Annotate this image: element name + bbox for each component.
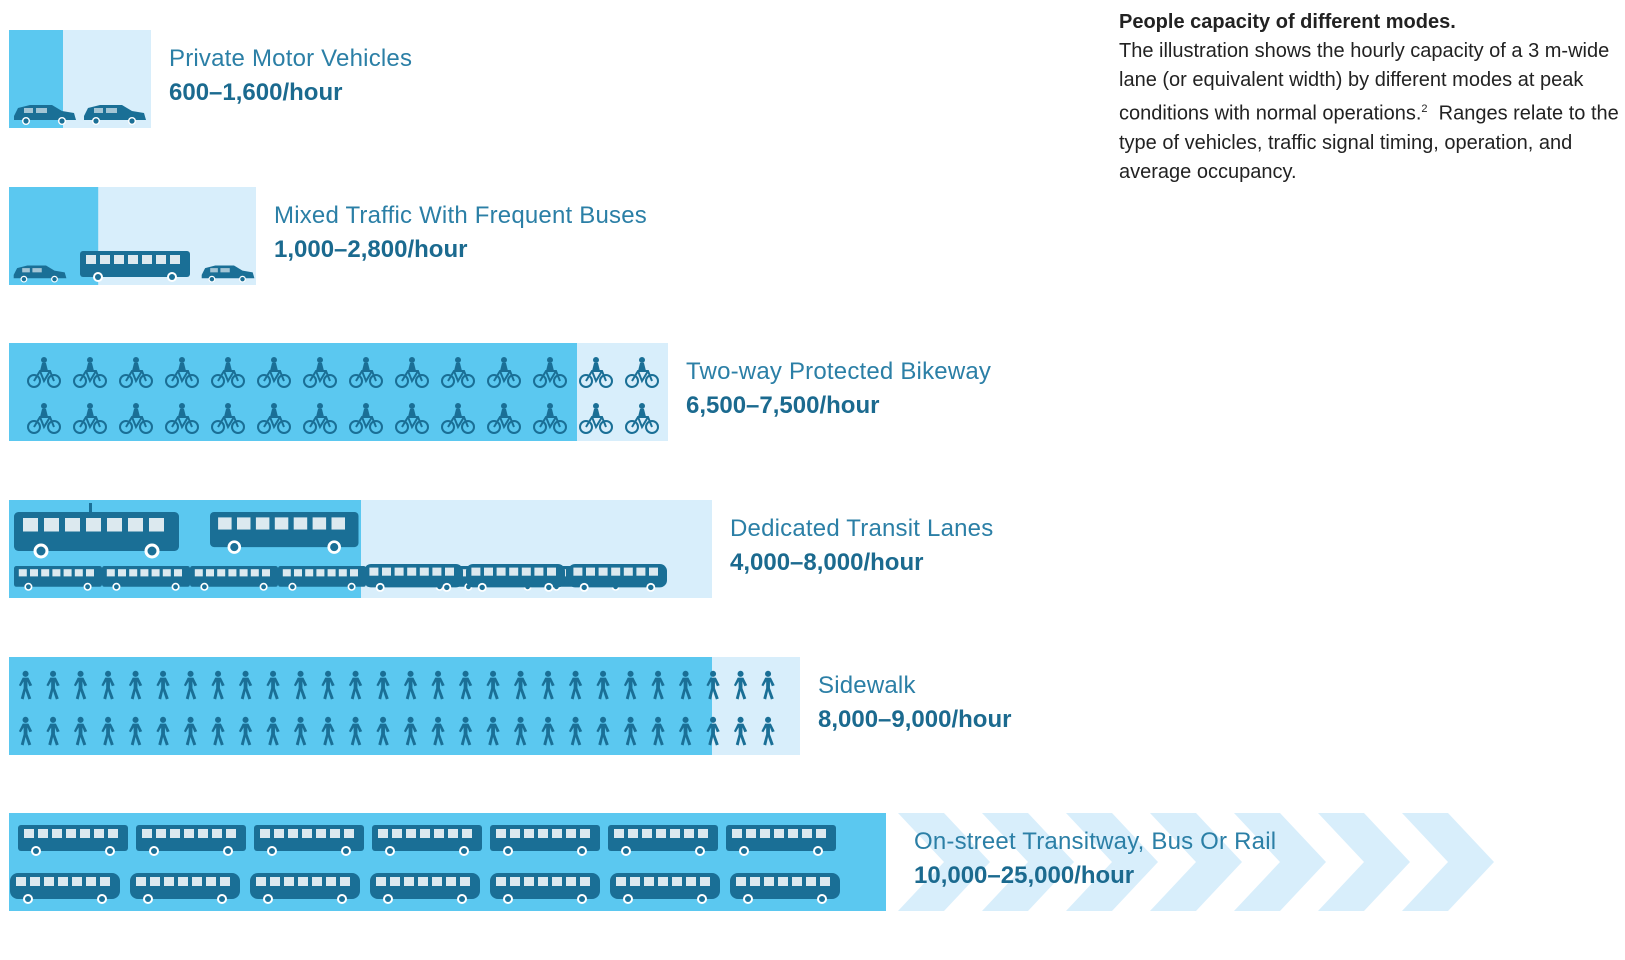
mode-label: On-street Transitway, Bus Or Rail — [914, 828, 1277, 855]
footnote-marker: 2 — [1421, 103, 1428, 115]
mode-row — [0, 500, 1625, 598]
max-chevron — [1318, 813, 1410, 911]
capacity-value: 1,000–2,800/hour — [274, 236, 468, 263]
range-bar-svg — [0, 657, 1600, 755]
mode-label: Mixed Traffic With Frequent Buses — [274, 202, 647, 229]
range-bar-svg — [0, 813, 1600, 911]
caption-title: People capacity of different modes. — [1119, 11, 1456, 33]
capacity-value: 6,500–7,500/hour — [686, 392, 880, 419]
mode-row — [0, 657, 1625, 755]
capacity-value: 4,000–8,000/hour — [730, 549, 924, 576]
mode-row — [0, 187, 1625, 285]
mode-label: Sidewalk — [818, 672, 916, 699]
capacity-value: 10,000–25,000/hour — [914, 862, 1135, 889]
capacity-value: 8,000–9,000/hour — [818, 706, 1012, 733]
mode-row — [0, 30, 1625, 128]
mode-row — [0, 343, 1625, 441]
max-chevron — [1402, 813, 1494, 911]
capacity-value: 600–1,600/hour — [169, 79, 343, 106]
caption-body-2: Ranges relate to the type of vehicles, traffic signal timing, operation, and average occupancy. — [1119, 102, 1619, 183]
mode-label: Private Motor Vehicles — [169, 45, 413, 72]
mode-label: Two-way Protected Bikeway — [686, 358, 992, 385]
mode-label: Dedicated Transit Lanes — [730, 515, 994, 542]
range-bar-svg — [0, 187, 1600, 285]
caption-body: The illustration shows the hourly capacity of a 3 m-wide lane (or equivalent width) by different modes at peak conditions with normal operations. — [1119, 40, 1610, 125]
mode-row — [0, 813, 1625, 911]
